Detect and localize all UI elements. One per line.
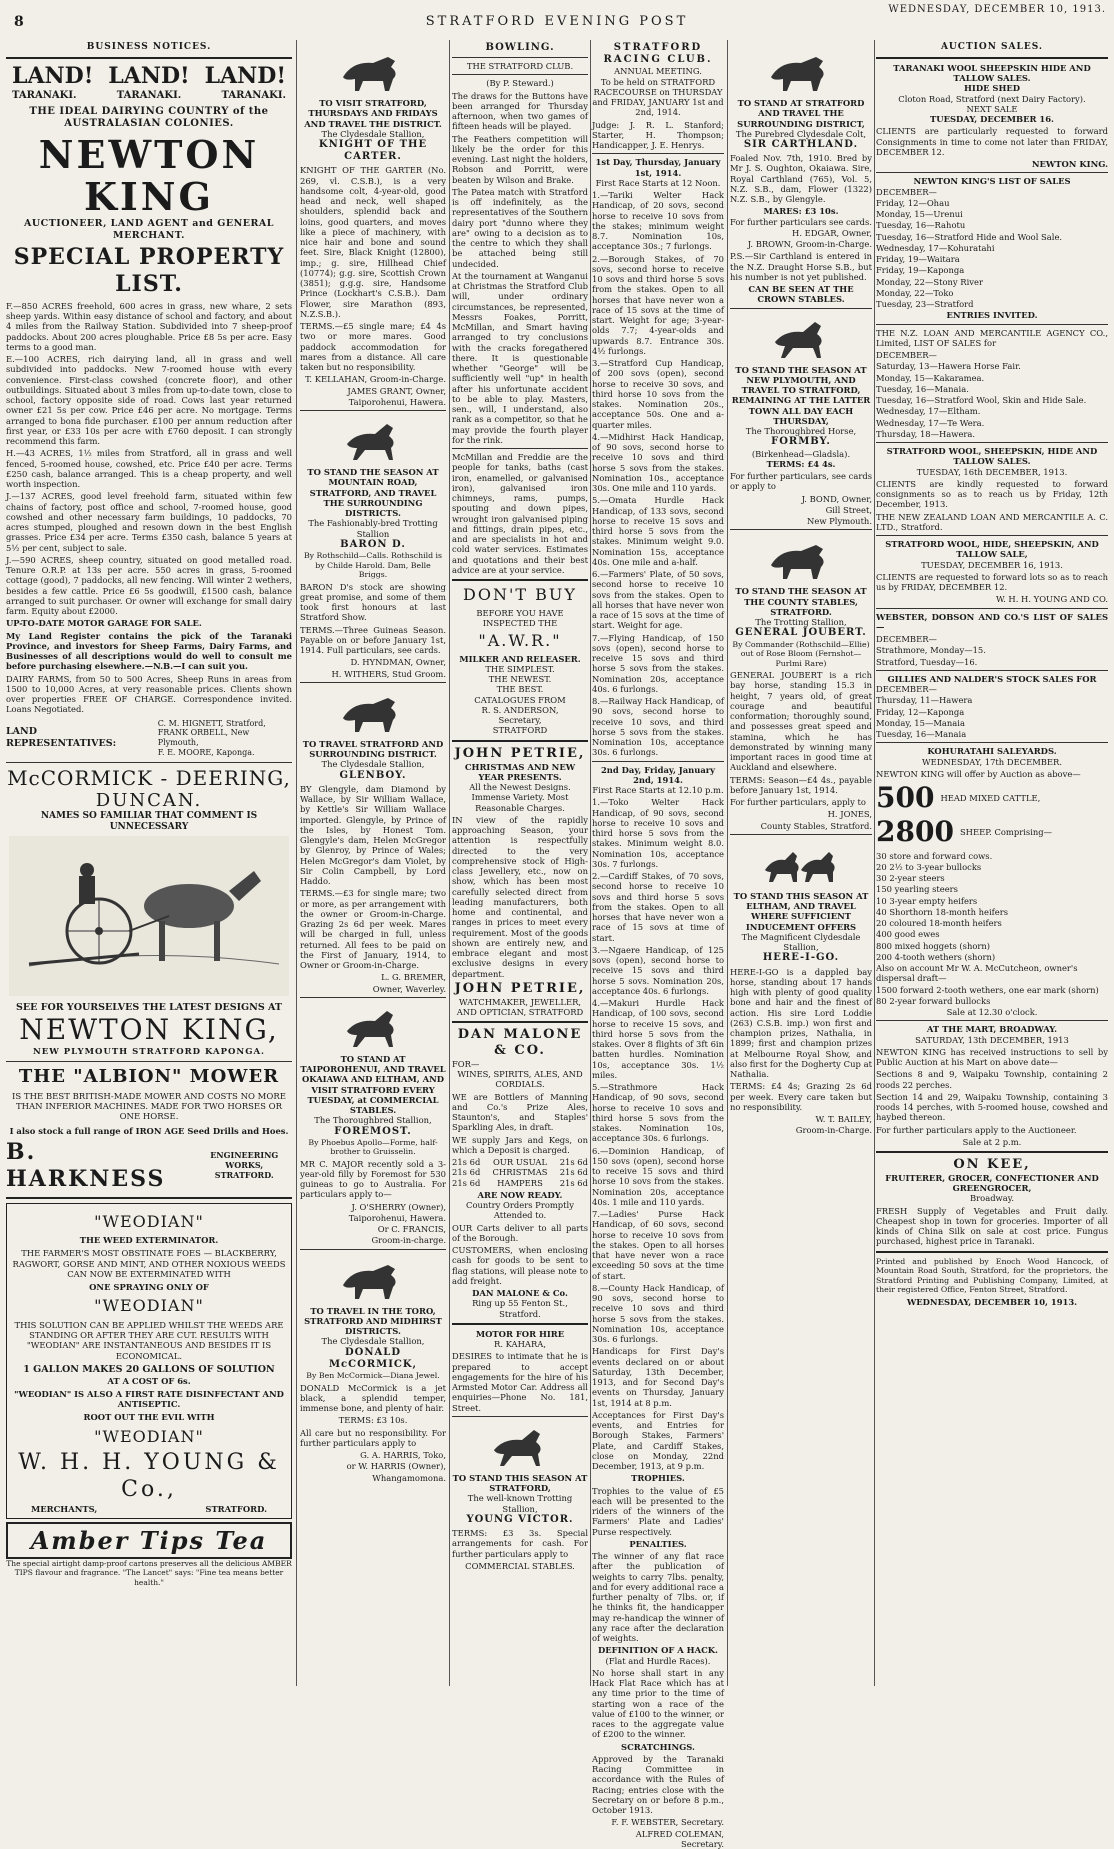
column-rule [296, 40, 297, 1686]
harkness: B. HARKNESS ENGINEERING WORKS, STRATFORD. [6, 1139, 279, 1192]
stock-item: 20 2½ to 3-year bullocks [876, 861, 982, 872]
sale-list-item: Monday, 15—Kakaramea. [876, 372, 985, 383]
imprint-date: WEDNESDAY, DECEMBER 10, 1913. [906, 1296, 1078, 1307]
stock-item: 80 2-year forward bullocks [876, 995, 991, 1006]
section-heading: BUSINESS NOTICES. [86, 42, 212, 52]
sale-list-item: Tuesday, 16—Stratford Wool, Skin and Hide Sale. [876, 395, 1087, 406]
duncan: DUNCAN. [95, 789, 203, 811]
awr: "A.W.R." [478, 631, 562, 651]
sale-list-item: Stratford, Tuesday—16. [876, 656, 978, 667]
stock-item: 200 4-tooth wethers (shorn) [876, 951, 996, 962]
race-item: 6.—Dominion Handicap, of 150 sovs (open), second horse to receive 15 sovs and third horse 10 sovs from the stakes. Nomination 20s, acceptance 40s. 1 mile and 110 yards. [592, 1145, 724, 1207]
stallion-name: KNIGHT OF THE CARTER. [318, 139, 428, 163]
mccormick-deering: McCORMICK - DEERING, [7, 765, 291, 790]
race-item: 7.—Ladies' Purse Hack Handicap, of 60 sovs, second horse to receive 10 sovs from the stakes. Open to all horses that have never won a race exceeding 50 sovs at the time of start. [592, 1209, 724, 1281]
race-item: 1.—Toko Welter Hack Handicap, of 90 sovs, second horse to receive 10 sovs and third horse 5 sovs from the stakes. Minimum weight 8.0. Nomination 10s, acceptance 30s. 7 furlongs. [592, 797, 724, 869]
column-business-notices [6, 42, 292, 1686]
stock-item: 1500 forward 2-tooth wethers, one ear mark (shorn) [876, 984, 1099, 995]
weodian-ad: "WEODIAN" THE WEED EXTERMINATOR. THE FARMER'S MOST OBSTINATE FOES — BLACKBERRY, RAGWORT, GORSE AND MINT, AND OTHER NOXIOUS WEEDS CAN NOW BE EXTERMINATED WITH ONE SPRAYING ONLY OF "WEODIAN" THIS SOLUTION CAN BE APPLIED WHILST THE WEEDS ARE STANDING OR AFTER THEY ARE CUT. RESULTS WITH "WEODIAN" ARE INSTANTANEOUS AND BESIDES IT IS ECONOMICAL. 1 GALLON MAKES 20 GALLONS OF SOLUTION AT A COST OF 6s. "WEODIAN" IS ALSO A FIRST RATE DISINFECTANT AND ANTISEPTIC. ROOT OUT THE EVIL WITH "WEODIAN" W. H. H. YOUNG & Co., MERCHANTS, STRATFORD. [6, 1203, 292, 1519]
listing: J.—590 ACRES, sheep country, situated on good metalled road. Tenure O.R.P. at 13s per acre. 550 acres in grass, 5-roomed cottage (good), 7 paddocks, all new fencing. Will winter 2 wethers, besides a few cattle. Price £6 5s goodwill, £1500 cash, balance arranged to suit purchaser. Or owner will exchange for small dairy farm. Equity about £2000. [6, 554, 292, 617]
sale-list-item: Strathmore, Monday—15. [876, 645, 986, 656]
race-item: 6.—Farmers' Plate, of 50 sovs, second horse to receive 10 sovs from the stakes. Open to all horses that have never won a race of 15 sovs at the time of start. Weight for age. [592, 569, 724, 631]
race-item: 4.—Midhirst Hack Handicap, of 90 sovs, second horse to receive 10 sovs and third horse 5 sovs from the stakes. Nomination 10s., acceptance 30s. One mile and 110 yards. [592, 431, 724, 494]
taranaki-row: TARANAKI. TARANAKI. TARANAKI. [12, 89, 286, 101]
column-rule [727, 40, 728, 1686]
sale-list-item: Thursday, 18—Hawera. [876, 428, 976, 439]
horse-cut [730, 533, 872, 583]
column-bowling: BOWLING. THE STRATFORD CLUB. (By P. Steward.) The draws for the Buttons have been arranged for Thursday afternoon, when two games of fifteen heads will be played. The Feathers competition will likely be the order for this evening. Last night the holders, Robson and Porritt, were beaten by Wilson and Brake. The Patea match with Stratford is off indefinitely, as the representatives of the Southern dairy port "dunno where they are" owing to a decision as to the centre to which they shall be attached being still undecided. At the tournament at Wanganui at Christmas the Stratford Club will, under ordinary circumstances, be represented, Messrs Foakes, Porritt, McMillan, and Smart having arranged to try conclusions with the cracks foregathered there. It is questionable whether "George" will be sufficiently well "up" in health after his unfortunate accident to be able to play. Masters, sen., will, I understand, also rank as a competitor, so that he may provide the fourth player for the rink. McMillan and Freddie are the people for tanks, baths (cast iron, enamelled, or galvanised iron), galvanised iron chimneys, rams, pumps, spouting and down pipes, wrought iron galvanised piping and fittings, drain pipes, etc., and are specialists in hot and cold water services. Estimates and quotations and their best advice are at your service. DON'T BUY BEFORE YOU HAVE INSPECTED THE "A.W.R." MILKER AND RELEASER. THE SIMPLEST. THE NEWEST. THE BEST. CATALOGUES FROM R. S. ANDERSON, Secretary, STRATFORD JOHN PETRIE, CHRISTMAS AND NEW YEAR PRESENTS. All the Newest Designs. Immense Variety. Most Reasonable Charges. IN view of the rapidly approaching Season, your attention is respectfully directed to the very comprehensive stock of High-class Jewellery, etc., now on show, which has been most carefully selected direct from leading manufacturers, both home and continental, and ranges in prices to meet every requirement. Most of the goods shown are entirely new, and embrace elegant and most exclusive designs in every department. JOHN PETRIE, WATCHMAKER, JEWELLER, AND OPTICIAN, STRATFORD DAN MALONE & CO. FOR— WINES, SPIRITS, ALES, AND CORDIALS. WE are Bottlers of Manning and Co.'s Prize Ales, Staunton's, and Staples' Sparkling Ales, in draft. WE supply Jars and Kegs, on which a Deposit is charged. 21s 6d 21s 6d 21s 6d OUR USUAL CHRISTMAS HAMPERS 21s 6d 21s 6d 21s 6d ARE NOW READY. Country Orders Promptly Attended to. OUR Carts deliver to all parts of the Borough. CUSTOMERS, when enclosing cash for goods to be sent to flag stations, will please note to add freight. DAN MALONE & Co. Ring up 55 Fenton St., Stratford. MOTOR FOR HIRE R. KAHARA, DESIRES to intimate that he is prepared to accept engagements for the hire of his Armsted Motor Car. Address all enquiries—Phone No. 181, Street. TO STAND THIS SEASON AT STRATFORD, The well-known Trotting Stallion, YOUNG VICTOR. TERMS: £3 3s. Special arrangements for cash. For further particulars apply to COMMERCIAL STABLES. [452, 42, 588, 1571]
sale-list-item: Saturday, 13—Hawera Horse Fair. [876, 361, 1021, 372]
sale-list-item: Tuesday, 16—Rahotu [876, 220, 966, 231]
stallion-name: SIR CARTHLAND. [743, 139, 859, 150]
mower-illustration [6, 836, 292, 996]
stock-item: 30 store and forward cows. [876, 850, 993, 861]
stock-item: 40 Shorthorn 18-month heifers [876, 906, 1009, 917]
auctioneer-line: AUCTIONEER, LAND AGENT and GENERAL MERCHANT. [24, 217, 274, 241]
horse-cut [730, 45, 872, 95]
nk-towns: NEW PLYMOUTH STRATFORD KAPONGA. [32, 1047, 266, 1058]
stallion-name: FOREMOST. [334, 1125, 412, 1137]
race-item: 8.—County Hack Handicap, of 90 sovs, second horse to receive 10 sovs and third horse 5 sovs from the stakes. Nomination 10s, acceptance 30s. 6 furlongs. [592, 1282, 724, 1345]
race-item: 5.—Omata Hurdle Hack Handicap, of 133 sovs, second horse to receive 15 sovs and third horse 5 sovs from the stakes. Minimum weight 9.0. Nomination 15s, acceptance 40s. One mile and a-half. [592, 495, 724, 567]
auction-sales-heading: AUCTION SALES. [940, 42, 1044, 52]
racing-club-heading: STRATFORD RACING CLUB. [603, 42, 713, 66]
dan-malone: DAN MALONE & CO. [457, 1027, 583, 1059]
sale-list-item: Monday, 15—Manaia [876, 717, 965, 728]
names-familiar: NAMES SO FAMILIAR THAT COMMENT IS UNNECESSARY [40, 811, 258, 833]
column-rule [449, 40, 450, 1686]
sale-list-item: Monday, 22—Toko [876, 287, 954, 298]
sale-list-item: Monday, 22—Stony River [876, 276, 983, 287]
horse-cut [452, 1420, 588, 1470]
land-headline: LAND! LAND! LAND! [12, 62, 286, 89]
dont-buy: DON'T BUY [463, 585, 577, 605]
imprint: Printed and published by Enoch Wood Hancock, of Mountain Road South, Stratford, for the proprietors, the Stratford Printing and Publishing Company, Limited, at their registered Office, Fenton Street, Stratford. [876, 1256, 1108, 1295]
ideal-dairying-line: THE IDEAL DAIRYING COUNTRY of the AUSTRALASIAN COLONIES. [29, 105, 269, 130]
horse-cut [300, 414, 446, 464]
issue-date: WEDNESDAY, DECEMBER 10, 1913. [888, 4, 1106, 15]
stock-item: 20 coloured 18-month heifers [876, 918, 1002, 929]
amber-tips-tea: Amber Tips Tea [6, 1522, 292, 1559]
sale-list-item: Friday, 12—Kaponga [876, 706, 965, 717]
amber-text: The special airtight damp-proof cartons preserves all the delicious AMBER TIPS flavour and fragrance. "The Lancet" says: "Fine tea means better health." [6, 1559, 292, 1587]
see-for-yourselves: SEE FOR YOURSELVES THE LATEST DESIGNS AT [16, 1001, 282, 1013]
newton-king-heading: NEWTON KING [38, 132, 260, 220]
page-number: 8 [14, 14, 24, 30]
sale-list-item: Friday, 19—Kaponga [876, 265, 965, 276]
horse-cut [730, 838, 872, 888]
horse-cut [300, 686, 446, 736]
special-property-list: SPECIAL PROPERTY LIST. [13, 244, 285, 297]
sale-list-item: Wednesday, 17—Kohuratahi [876, 242, 995, 253]
stallion-name: DONALD McCORMICK, [328, 1346, 418, 1370]
race-item: 8.—Railway Hack Handicap, of 90 sovs, second horse to receive 10 sovs, and third horse 5 sovs from the stakes. Nomination 10s, acceptance 30s. 6 furlongs. [592, 696, 724, 758]
sale-list-item: Tuesday, 16—Manaia [876, 729, 967, 740]
race-item: 2.—Cardiff Stakes, of 70 sovs, second horse to receive 10 sovs and third horse 5 sovs from the stakes. Open to all horses that have never won a race of 15 sovs at time of start. [592, 871, 724, 943]
stallion-name: GLENBOY. [339, 769, 407, 781]
sale-list-item: Friday, 19—Waitara [876, 254, 960, 265]
stock-item: 10 3-year empty heifers [876, 895, 978, 906]
horse-cut [300, 45, 446, 95]
listing: J.—137 ACRES, good level freehold farm, situated within few chains of factory, post office and school, 7-roomed house, good cowshed and other necessary farm buildings, 10 paddocks, 70 acres stumped, ploughed and resown down in the best English grasses. Price £34 per acre. Terms £350 cash, balance 5 years at 5½ per cent, subject to sale. [6, 491, 292, 553]
stock-item: Also on account Mr W. A. McCutcheon, owner's dispersal draft— [876, 963, 1078, 984]
stock-item: 30 2-year steers [876, 873, 945, 884]
sale-list-item: Thursday, 11—Hawera [876, 695, 973, 706]
garage-heading: UP-TO-DATE MOTOR GARAGE FOR SALE. [6, 618, 202, 629]
masthead [0, 0, 1114, 30]
listing: H.—43 ACRES, 1½ miles from Stratford, all in grass and well fenced, 5-roomed house, cowshed, etc. Price £40 per acre. Terms £250 cash, balance arranged. This is a cheap property, and well worth inspection. [6, 448, 292, 490]
john-petrie: JOHN PETRIE, [454, 745, 586, 761]
stallion-name: BARON D. [340, 538, 406, 550]
stallion-name: FORMBY. [771, 436, 831, 448]
land-representatives: LAND REPRESENTATIVES: C. M. HIGNETT, Stratford, FRANK ORBELL, New Plymouth, F. E. MOORE, Kaponga. [6, 718, 266, 757]
albion-mower: THE "ALBION" MOWER [18, 1065, 280, 1087]
race-item: 1.—Tariki Welter Hack Handicap, of 20 sovs, second horse to receive 10 sovs from the stakes; minimum weight 8.7. Nomination 10s, acceptance 30s.; 7 furlongs. [592, 190, 724, 252]
garage-text: My Land Register contains the pick of the Taranaki Province, and investors for Sheep Farms, Dairy Farms, and Businesses of all descriptions would do well to consult me before purchasing elsewhere.—N.B.—I can suit you. [6, 630, 292, 672]
sale-list-item: Wednesday, 17—Eltham. [876, 406, 981, 417]
race-item: 7.—Flying Handicap, of 150 sovs (open), second horse to receive 15 sovs and third horse 5 sovs from the stakes. Nomination 20s, acceptance 40s. 6 furlongs. [592, 632, 724, 694]
listing: F.—850 ACRES freehold, 600 acres in grass, new whare, 2 sets sheep yards. Within easy distance of school and factory, and about 4 miles from the Railway Station. Subdivided into 7 sheep-proof paddocks. About 200 acres ploughable. Price £8 5s per acre. Easy terms to a good man. [6, 300, 292, 352]
horse-cut [730, 312, 872, 362]
column-stallions-2: TO STAND AT STRATFORD AND TRAVEL THE SURROUNDING DISTRICT, The Purebred Clydesdale Colt, SIR CARTHLAND. Foaled Nov. 7th, 1910. Bred by Mr J. S. Oughton, Okaiawa. Sire, Royal Carthland (765), Vol. 5, N.Z. S.B., dam, Flower (1322) N.Z. S.B., by Glengyle. MARES: £3 10s. For further particulars see cards. H. EDGAR, Owner, J. BROWN, Groom-in-Charge. P.S.—Sir Carthland is entered in the N.Z. Draught Horse S.B., but his number is not yet published. CAN BE SEEN AT THE CROWN STABLES. TO STAND THE SEASON AT NEW PLYMOUTH, AND TRAVEL TO STRATFORD, REMAINING AT THE LATTER TOWN ALL DAY EACH THURSDAY, The Thoroughbred Horse, FORMBY. (Birkenhead—Gladsla). TERMS: £4 4s. For further particulars, see cards or apply to J. BOND, Owner, Gill Street, New Plymouth. TO STAND THE SEASON AT THE COUNTY STABLES, STRATFORD. The Trotting Stallion, GENERAL JOUBERT. By Commander (Rothschild—Ellie) out of Rose Bloom (Fernshot—Purlmi Rare) GENERAL JOUBERT is a rich bay horse, standing 15.3 in height, 7 years old, of great courage and beautiful conformation; thoroughly sound, and possesses great speed and stamina, which he has demonstrated by winning many important races in good time at Auckland and elsewhere. TERMS: Season—£4 4s., payable before January 1st, 1914. For further particulars, apply to H. JONES, County Stables, Stratford. TO STAND THIS SEASON AT ELTHAM, AND TRAVEL WHERE SUFFICIENT INDUCEMENT OFFERS The Magnificent Clydesdale Stallion, HERE-I-GO. HERE-I-GO is a dappled bay horse, standing about 17 hands high with plenty of good quality bone and hair and the finest of action. His sire Lord Loddie (263) C.S.B. imp.) won first and champion prizes, Nathalia, in 1899; first and champion prizes at Melbourne Royal Show, and also first for the Dogherty Cup at Nathalia. TERMS: £4 4s; Grazing 2s 6d per week. Every care taken but no responsibility. W. T. BAILEY, Groom-in-Charge. [730, 42, 872, 1686]
sale-list-item: Tuesday, 23—Stratford [876, 299, 974, 310]
column-rule [874, 40, 875, 1686]
column-rule [590, 40, 591, 1686]
sale-list-item: Tuesday, 16—Stratford Hide and Wool Sale. [876, 231, 1063, 242]
stallion-name: HERE-I-GO. [762, 952, 840, 964]
race-item: 4.—Makuri Hurdle Hack Handicap, of 100 sovs, second horse to receive 15 sovs, and third horse 5 sovs from the stakes. Over 8 flights of 3ft 6in batten hurdles. Nomination 10s, acceptance 30s. 1½ miles. [592, 998, 724, 1080]
newspaper-title: STRATFORD EVENING POST [425, 14, 689, 29]
listing: E.—100 ACRES, rich dairying land, all in grass and well subdivided into paddocks. New 7-roomed house with every convenience. First-class cowshed (concrete floor), and other outbuildings. Situated about 3 miles from up-to-date town, close to school, factory opposite side of road. Cows last year returned owner £21 5s per cow. Price £46 per acre. No mortgage. Terms arranged to bona fide purchaser. £100 per annum reduction after first year, or £33 10s per acre with £760 deposit. I can strongly recommend this farm. [6, 354, 292, 447]
stock-item: 400 good ewes [876, 929, 940, 940]
column-racing-club: STRATFORD RACING CLUB. ANNUAL MEETING. To be held on STRATFORD RACECOURSE on THURSDAY and FRIDAY, JANUARY 1st and 2nd, 1914. Judge: J. R. L. Stanford; Starter, H. Thompson; Handicapper, J. E. Henrys. 1st Day, Thursday, January 1st, 1914. First Race Starts at 12 Noon. 1.—Tariki Welter Hack Handicap, of 20 sovs, second horse to receive 10 sovs from the stakes; minimum weight 8.7. Nomination 10s, acceptance 30s.; 7 furlongs. 2.—Borough Stakes, of 70 sovs, second horse to receive 10 sovs and third horse 5 sovs from the stakes. Open to all horses that have never won a race of 15 sovs at the time of start. Weight for age; 3-year-olds 7.7; 4-year-olds and upwards 8.7. Entrance 30s. 4½ furlongs. 3.—Stratford Cup Handicap, of 200 sovs (open), second horse to receive 30 sovs, and third horse 10 sovs from the stakes. Nomination 20s., acceptance 50s. One and a-quarter miles. 4.—Midhirst Hack Handicap, of 90 sovs, second horse to receive 10 sovs and third horse 5 sovs from the stakes. Nomination 10s., acceptance 30s. One mile and 110 yards. 5.—Omata Hurdle Hack Handicap, of 133 sovs, second horse to receive 15 sovs and third horse 5 sovs from the stakes. Minimum weight 9.0. Nomination 15s, acceptance 40s. One mile and a-half. 6.—Farmers' Plate, of 50 sovs, second horse to receive 10 sovs from the stakes. Open to all horses that have never won a race of 15 sovs at the time of start. Weight for age. 7.—Flying Handicap, of 150 sovs (open), second horse to receive 15 sovs and third horse 5 sovs from the stakes. Nomination 20s, acceptance 40s. 6 furlongs. 8.—Railway Hack Handicap, of 90 sovs, second horse to receive 10 sovs, and third horse 5 sovs from the stakes. Nomination 10s, acceptance 30s. 6 furlongs. 2nd Day, Friday, January 2nd, 1914. First Race Starts at 12.10 p.m. 1.—Toko Welter Hack Handicap, of 90 sovs, second horse to receive 10 sovs and third horse 5 sovs from the stakes. Minimum weight 8.0. Nomination 10s, acceptance 30s. 7 furlongs. 2.—Cardiff Stakes, of 70 sovs, second horse to receive 10 sovs and third horse 5 sovs from the stakes. Open to all horses that have never won a race of 15 sovs at time of start. 3.—Ngaere Handicap, of 125 sovs (open), second horse to receive 15 sovs and third horse 5 sovs. Nomination 20s, acceptance 40s. 6 furlongs. 4.—Makuri Hurdle Hack Handicap, of 100 sovs, second horse to receive 15 sovs, and third horse 5 sovs from the stakes. Over 8 flights of 3ft 6in batten hurdles. Nomination 10s, acceptance 30s. 1½ miles. 5.—Strathmore Hack Handicap, of 90 sovs, second horse to receive 10 sovs and third horse 5 sovs from the stakes. Nomination 10s, acceptance 30s. 6 furlongs. 6.—Dominion Handicap, of 150 sovs (open), second horse to receive 15 sovs and third horse 10 sovs from the stakes. Nomination 20s, acceptance 40s. 1 mile and 110 yards. 7.—Ladies' Purse Hack Handicap, of 60 sovs, second horse to receive 10 sovs from the stakes. Open to all horses that have never won a race exceeding 50 sovs at the time of start. 8.—County Hack Handicap, of 90 sovs, second horse to receive 10 sovs and third horse 5 sovs from the stakes. Nomination 10s, acceptance 30s. 6 furlongs. Handicaps for First Day's events declared on or about Saturday, 13th December, 1913, and for Second Day's events on Thursday, January 1st, 1914 at 8 p.m. Acceptances for First Day's events, and Entries for Borough Stakes, Farmers' Plate, and Cardiff Stakes, close on Monday, 22nd December, 1913, at 9 p.m. TROPHIES. Trophies to the value of £5 each will be presented to the riders of the winners of the Farmers' Plate and Ladies' Purse respectively. PENALTIES. The winner of any flat race after the publication of weights to carry 7lbs. penalty, and for every additional race a further penalty of 7lbs. or, if he thinks fit, the handicapper may re-handicap the winner of any race after the declaration of weights. DEFINITION OF A HACK. (Flat and Hurdle Races). No horse shall start in any Hack Flat Race which has at any time prior to the time of starting won a race of the value of £100 to the winner, or races to the aggregate value of £200 to the winner. SCRATCHINGS. Approved by the Taranaki Racing Committee in accordance with the Rules of Racing; entries close with the Secretary on or before 8 p.m., October 1913. F. F. WEBSTER, Secretary. ALFRED COLEMAN, Secretary. [592, 42, 724, 1849]
horse-cut [300, 1253, 446, 1303]
sale-list-item: Monday, 15—Urenui [876, 209, 963, 220]
bowling-heading: BOWLING. [485, 42, 555, 53]
column-stallions: TO VISIT STRATFORD, THURSDAYS AND FRIDAYS AND TRAVEL THE DISTRICT. The Clydesdale Stallion, KNIGHT OF THE CARTER. KNIGHT OF THE GARTER (No. 269, vl. C.S.B.), is a very handsome colt, 4-year-old, good head and neck, well shaped shoulders, splendid back and loins, good quarters, and moves like a piece of machinery, with nice hair and bone and sound feet. Sire, Black Knight (12800), imp.; g. sire, Hillhead Chief (10774); g.g. sire, Scottish Crown (3851); g.g.g. sire, Handsome Prince (Lockhart's C.S.B.). Dam Flower, sire Marathon (893, N.Z.S.B.). TERMS.—£5 single mare; £4 4s two or more mares. Good paddock accommodation for mares from a distance. All care taken but no responsibility. T. KELLAHAN, Groom-in-Charge. JAMES GRANT, Owner, Taiporohenui, Hawera. TO STAND THE SEASON AT MOUNTAIN ROAD, STRATFORD, AND TRAVEL THE SURROUNDING DISTRICTS. The Fashionably-bred Trotting Stallion BARON D. By Rothschild—Calls. Rothschild is by Childe Harold. Dam, Belle Briggs. BARON D's stock are showing great promise, and some of them took first honours at last Stratford Show. TERMS.—Three Guineas Season. Payable on or before January 1st, 1914. Full particulars, see cards. D. HYNDMAN, Owner, H. WITHERS, Stud Groom. TO TRAVEL STRATFORD AND SURROUNDING DISTRICT. The Clydesdale Stallion, GLENBOY. BY Glengyle, dam Diamond by Wallace, by Sir William Wallace, by Kettle's Sir William Wallace imported. Glengyle, by Prince of the Isles, by Honest Tom. Glengyle's dam, Helen McGregor by Glenroy, by Prince of Wales; Helen McGregor's dam Violet, by Sir Colin Campbell, by Lord Haddo. TERMS.—£3 for single mare; two or more, as per arrangement with the owner or Groom-in-Charge. Grazing 2s 6d per week. Mares will be charged in full, unless returned. All fees to be paid on the First of January, 1914, to Owner or Groom-in-Charge. L. G. BREMER, Owner, Waverley. TO STAND AT TAIPOROHENUI, AND TRAVEL OKAIAWA AND ELTHAM, AND VISIT STRATFORD EVERY TUESDAY, at COMMERCIAL STABLES. The Thoroughbred Stallion, FOREMOST. By Phoebus Apollo—Forme, half-brother to Gruisselin. MR C. MAJOR recently sold a 3-year-old filly by Foremost for 530 guineas to go to Australia. For particulars apply to— J. O'SHERRY (Owner), Taiporohenui, Hawera. Or C. FRANCIS, Groom-in-charge. TO TRAVEL IN THE TORO, STRATFORD AND MIDHIRST DISTRICTS. The Clydesdale Stallion, DONALD McCORMICK, By Ben McCormick—Diana Jewel. DONALD McCormick is a jet black, a splendid temper, immense bone, and plenty of hair. TERMS: £3 10s. All care but no responsibility. For further particulars apply to G. A. HARRIS, Toko, or W. HARRIS (Owner), Whangamomona. [300, 42, 446, 1686]
race-item: 2.—Borough Stakes, of 70 sovs, second horse to receive 10 sovs and third horse 5 sovs from the stakes. Open to all horses that have never won a race of 15 sovs at the time of start. Weight for age; 3-year-olds 7.7; 4-year-olds and upwards 8.7. Entrance 30s. 4½ furlongs. [592, 253, 724, 356]
sale-list-item: Tuesday, 16—Manaia. [876, 383, 969, 394]
race-item: 5.—Strathmore Hack Handicap, of 90 sovs, second horse to receive 10 sovs and third horse 5 sovs from the stakes. Nomination 10s, acceptance 30s. 6 furlongs. [592, 1082, 724, 1144]
iron-age: I also stock a full range of IRON AGE Seed Drills and Hoes. [9, 1125, 289, 1136]
race-item: 3.—Stratford Cup Handicap, of 200 sovs (open), second horse to receive 30 sovs, and third horse 10 sovs from the stakes. Nomination 20s., acceptance 50s. One and a-quarter miles. [592, 358, 724, 430]
dairy-farms: DAIRY FARMS, from 50 to 500 Acres, Sheep Runs in areas from 1500 to 10,000 Acres, at very reasonable prices. Clients shown over properties FREE OF CHARGE. Correspondence invited. Loans Negotiated. [6, 673, 292, 715]
horse-cut [300, 1001, 446, 1051]
albion-text: IS THE BEST BRITISH-MADE MOWER AND COSTS NO MORE THAN INFERIOR MACHINES. MADE FOR TWO HORSES OR ONE HORSE. [12, 1091, 286, 1123]
stallion-name: GENERAL JOUBERT. [735, 627, 867, 639]
stock-item: 150 yearling steers [876, 884, 958, 895]
newton-king-2: NEWTON KING, [19, 1013, 279, 1047]
sale-list-item: Friday, 12—Ohau [876, 197, 950, 208]
column-auction-sales: AUCTION SALES. TARANAKI WOOL SHEEPSKIN HIDE AND TALLOW SALES. HIDE SHED Cloton Road, Stratford (next Dairy Factory). NEXT SALE TUESDAY, DECEMBER 16. CLIENTS are particularly requested to forward Consignments in time to come not later than FRIDAY, DECEMBER 12. NEWTON KING. NEWTON KING'S LIST OF SALES DECEMBER— Friday, 12—Ohau Monday, 15—Urenui Tuesday, 16—Rahotu Tuesday, 16—Stratford Hide and Wool Sale. Wednesday, 17—Kohuratahi Friday, 19—Waitara Friday, 19—Kaponga Monday, 22—Stony River Monday, 22—Toko Tuesday, 23—Stratford ENTRIES INVITED. THE N.Z. LOAN AND MERCANTILE AGENCY CO., Limited, LIST OF SALES for DECEMBER— Saturday, 13—Hawera Horse Fair. Monday, 15—Kakaramea. Tuesday, 16—Manaia. Tuesday, 16—Stratford Wool, Skin and Hide Sale. Wednesday, 17—Eltham. Wednesday, 17—Te Wera. Thursday, 18—Hawera. STRATFORD WOOL, SHEEPSKIN, HIDE AND TALLOW SALES. TUESDAY, 16th DECEMBER, 1913. CLIENTS are kindly requested to forward consignments so as to reach us by Friday, 12th December, 1913. THE NEW ZEALAND LOAN AND MERCANTILE A. C. LTD., Stratford. STRATFORD WOOL, HIDE, SHEEPSKIN, AND TALLOW SALE, TUESDAY, DECEMBER 16, 1913. CLIENTS are requested to forward lots so as to reach us by FRIDAY, DECEMBER 12. W. H. H. YOUNG AND CO. WEBSTER, DOBSON AND CO.'S LIST OF SALES— DECEMBER— Strathmore, Monday—15. Stratford, Tuesday—16. GILLIES AND NALDER'S STOCK SALES FOR DECEMBER— Thursday, 11—Hawera Friday, 12—Kaponga Monday, 15—Manaia Tuesday, 16—Manaia KOHURATAHI SALEYARDS. WEDNESDAY, 17th DECEMBER. NEWTON KING will offer by Auction as above— 500 HEAD MIXED CATTLE, 2800 SHEEP. Comprising— 30 store and forward cows. 20 2½ to 3-year bullocks 30 2-year steers 150 yearling steers 10 3-year empty heifers 40 Shorthorn 18-month heifers 20 coloured 18-month heifers 400 good ewes 800 mixed hoggets (shorn) 200 4-tooth wethers (shorn) Also on account Mr W. A. McCutcheon, owner's dispersal draft— 1500 forward 2-tooth wethers, one ear mark (shorn) 80 2-year forward bullocks Sale at 12.30 o'clock. AT THE MART, BROADWAY. SATURDAY, 13th DECEMBER, 1913 NEWTON KING has received instructions to sell by Public Auction at his Mart on above date— Sections 8 and 9, Waipaku Township, containing 2 roods 22 perches. Section 14 and 29, Waipaku Township, containing 3 roods 14 perches, with 5-roomed house, cowshed and haybed thereon. For further particulars apply to the Auctioneer. Sale at 2 p.m. ON KEE, FRUITERER, GROCER, CONFECTIONER AND GREENGROCER, Broadway. FRESH Supply of Vegetables and Fruit daily. Cheapest shop in town for groceries. Importer of all kinds of China Silk on sale at cost price. Fungus purchased, highest price in Taranaki. Printed and published by Enoch Wood Hancock, of Mountain Road South, Stratford, for the proprietors, the Stratford Printing and Publishing Company, Limited, at their registered Office, Fenton Street, Stratford. WEDNESDAY, DECEMBER 10, 1913. [876, 42, 1108, 1307]
stock-item: 800 mixed hoggets (shorn) [876, 940, 991, 951]
race-item: 3.—Ngaere Handicap, of 125 sovs (open), second horse to receive 15 sovs and third horse 5 sovs. Nomination 20s, acceptance 40s. 6 furlongs. [592, 944, 724, 996]
sale-list-item: Wednesday, 17—Te Wera. [876, 417, 985, 428]
